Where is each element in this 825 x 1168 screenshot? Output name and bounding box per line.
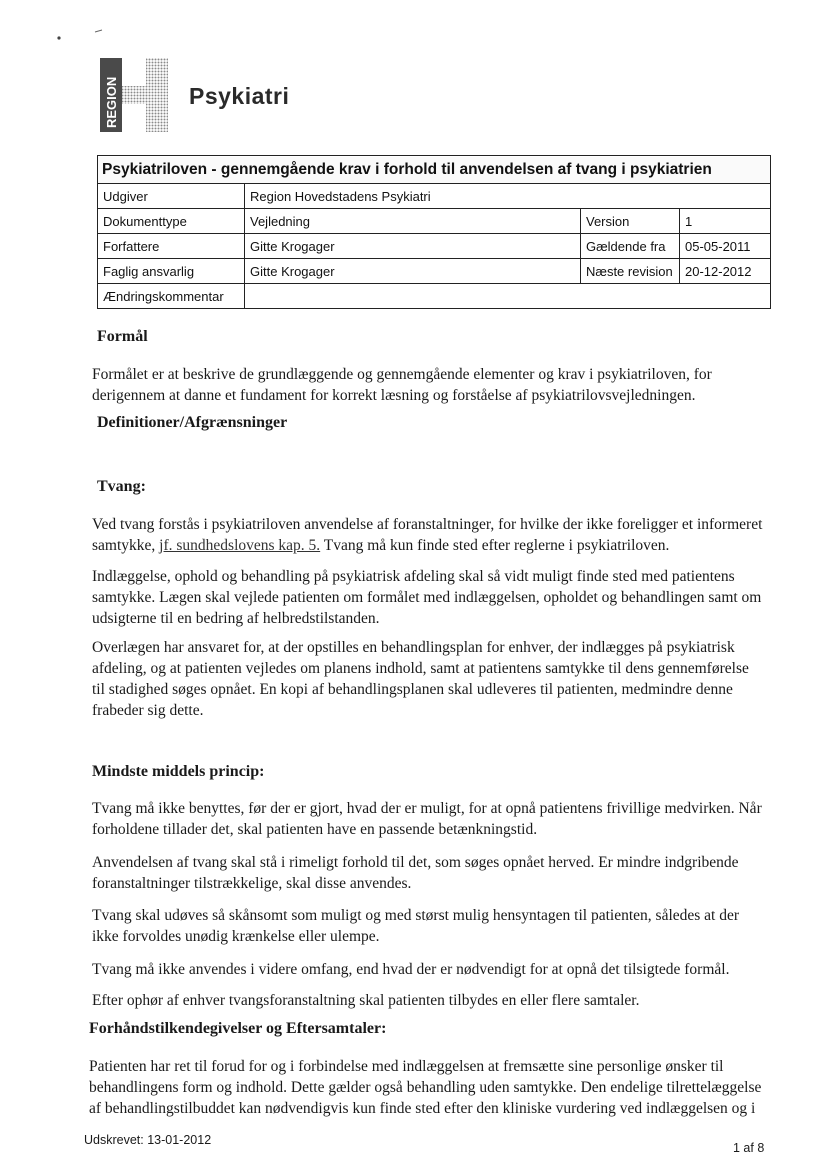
tvang-paragraph-2: Indlæggelse, ophold og behandling på psykiatrisk afdeling skal så vidt muligt finde sted med patientens samtykke. Lægen skal vejlede patienten om formålet med indlæggelsen, opholdet og behandlingen samt om udsigterne til en bedring af helbredstilstanden. bbox=[92, 568, 762, 627]
dokumenttype-label: Dokumenttype bbox=[98, 209, 245, 234]
formaal-heading: Formål bbox=[97, 328, 148, 345]
faglig-ansvarlig-value: Gitte Krogager bbox=[245, 259, 581, 284]
mindste-paragraph-5: Efter ophør af enhver tvangsforanstaltning skal patienten tilbydes en eller flere samtaler. bbox=[92, 992, 640, 1009]
logo-name: Psykiatri bbox=[189, 83, 290, 109]
forfattere-label: Forfattere bbox=[98, 234, 245, 259]
gaeldende-fra-value: 05-05-2011 bbox=[680, 234, 771, 259]
naeste-revision-value: 20-12-2012 bbox=[680, 259, 771, 284]
mindste-paragraph-2: Anvendelsen af tvang skal stå i rimeligt forhold til det, som søges opnået herved. Er mindre indgribende foranstaltninger tilstrækkelige, skal disse anvendes. bbox=[92, 854, 739, 892]
formaal-paragraph: Formålet er at beskrive de grundlæggende og gennemgående elementer og krav i psykiatriloven, for derigennem at danne et fundament for korrekt læsning og forståelse af psykiatrilovsvejledningen. bbox=[92, 366, 712, 404]
definitioner-heading: Definitioner/Afgrænsninger bbox=[97, 414, 288, 431]
tvang-paragraph-1-text: Ved tvang forstås i psykiatriloven anvendelse af foranstaltninger, for hvilke der ikke foreligger et informeret samtykke, bbox=[92, 516, 763, 554]
mindste-paragraph-3: Tvang skal udøves så skånsomt som muligt og med størst mulig hensyntagen til patienten, således at der ikke forvoldes unødig krænkelse eller ulempe. bbox=[92, 907, 740, 945]
forhaandstilkendegivelser-heading: Forhåndstilkendegivelser og Eftersamtaler: bbox=[89, 1020, 387, 1037]
tvang-paragraph-3: Overlægen har ansvaret for, at der opstilles en behandlingsplan for enhver, der indlægges på psykiatrisk afdeling, og at patienten vejledes om planens indhold, samt at patientens samtykke til dens gennemførelse til stadighed søges opnået. En kopi af behandlingsplanen skal udleveres til patienten, medmindre denne frabeder sig dette. bbox=[92, 639, 749, 719]
mindste-paragraph-4: Tvang må ikke anvendes i videre omfang, end hvad der er nødvendigt for at opnå det tilsigtede formål. bbox=[92, 961, 730, 978]
version-label: Version bbox=[581, 209, 680, 234]
sundhedsloven-link[interactable]: jf. sundhedslovens kap. 5. bbox=[159, 537, 321, 554]
region-vertical-label bbox=[104, 77, 119, 128]
forhaand-paragraph-1: Patienten har ret til forud for og i forbindelse med indlæggelsen at fremsætte sine personlige ønsker til behandlingens form og indhold. Dette gælder også behandling uden samtykke. Den endelige tilrettelæggelse af behandlingstilbuddet kan nødvendigvis kun finde sted efter den kliniske vurdering ved indlæggelsen og i bbox=[89, 1058, 762, 1117]
page-number: 1 af 8 bbox=[733, 1141, 765, 1155]
gaeldende-fra-label: Gældende fra bbox=[581, 234, 680, 259]
printed-date: Udskrevet: 13-01-2012 bbox=[84, 1133, 212, 1147]
mindste-paragraph-1: Tvang må ikke benyttes, før der er gjort, hvad der er muligt, for at opnå patientens frivillige medvirken. Når forholdene tillader det, skal patienten have en passende betænkningstid. bbox=[92, 800, 762, 838]
dokumenttype-value: Vejledning bbox=[245, 209, 581, 234]
udgiver-value: Region Hovedstadens Psykiatri bbox=[245, 184, 771, 209]
region-h-logo bbox=[100, 58, 168, 132]
naeste-revision-label: Næste revision bbox=[581, 259, 680, 284]
mindste-middels-heading: Mindste middels princip: bbox=[92, 763, 265, 780]
svg-text:REGION: REGION bbox=[104, 76, 119, 128]
forfattere-value: Gitte Krogager bbox=[245, 234, 581, 259]
tvang-heading: Tvang: bbox=[97, 478, 146, 495]
tvang-paragraph-1 bbox=[92, 514, 764, 556]
udgiver-label: Udgiver bbox=[98, 184, 245, 209]
aendringskommentar-value bbox=[245, 284, 771, 309]
document-title: Psykiatriloven - gennemgående krav i forhold til anvendelsen af tvang i psykiatrien bbox=[98, 156, 771, 184]
document-metadata-table bbox=[97, 155, 771, 309]
faglig-ansvarlig-label: Faglig ansvarlig bbox=[98, 259, 245, 284]
scan-specks bbox=[55, 28, 115, 48]
aendringskommentar-label: Ændringskommentar bbox=[98, 284, 245, 309]
tvang-paragraph-1-rest: Tvang må kun finde sted efter reglerne i psykiatriloven. bbox=[320, 537, 670, 554]
version-value: 1 bbox=[680, 209, 771, 234]
